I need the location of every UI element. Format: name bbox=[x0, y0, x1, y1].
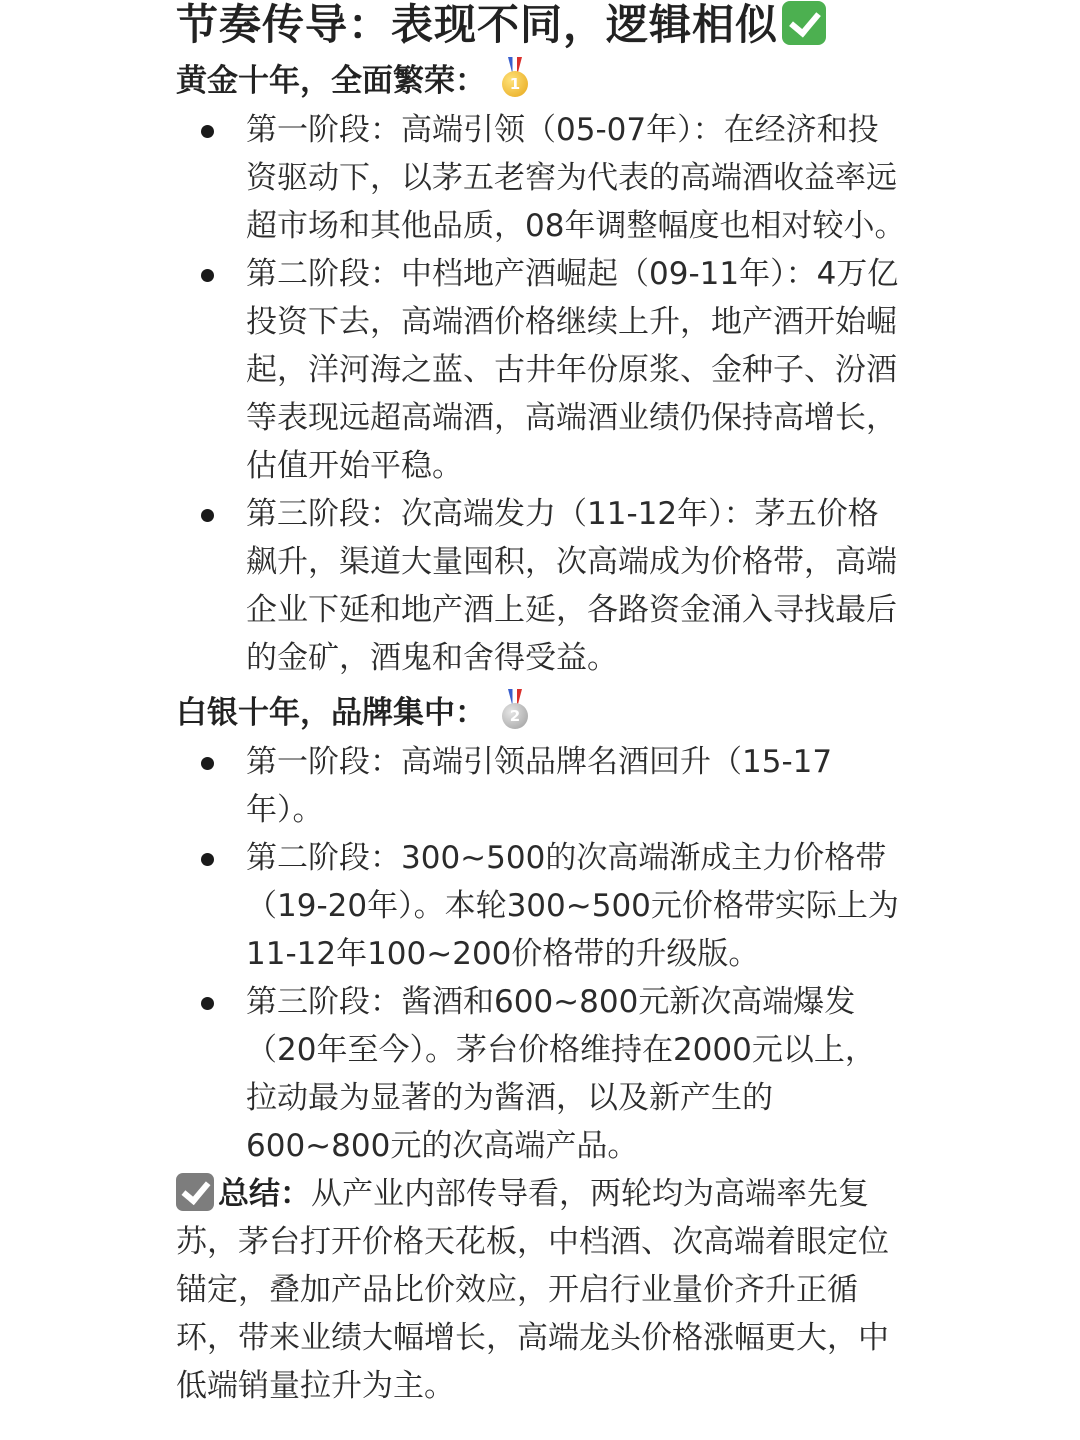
page-title bbox=[176, 0, 906, 50]
section-heading-silver-decade bbox=[176, 688, 906, 738]
bullet-icon bbox=[201, 269, 214, 282]
list-item-text: 第一阶段：高端引领（05-07年）：在经济和投资驱动下，以茅五老窖为代表的高端酒收益率远超市场和其他品质，08年调整幅度也相对较小。 bbox=[246, 112, 906, 244]
bullet-icon bbox=[201, 853, 214, 866]
list-item-text: 第二阶段：300~500的次高端渐成主力价格带（19-20年）。本轮300~500元价格带实际上为11-12年100~200价格带的升级版。 bbox=[246, 840, 899, 972]
bullet-icon bbox=[201, 509, 214, 522]
summary-label: 总结： bbox=[218, 1176, 311, 1212]
list-item-text: 第一阶段：高端引领品牌名酒回升（15-17年）。 bbox=[246, 744, 833, 828]
medal-number: 1 bbox=[502, 71, 528, 97]
list-item-text: 第二阶段：中档地产酒崛起（09-11年）：4万亿投资下去，高端酒价格继续上升，地产酒开始崛起，洋河海之蓝、古井年份原浆、金种子、汾酒等表现远超高端酒，高端酒业绩仍保持高增长，估值开始平稳。 bbox=[246, 256, 899, 484]
list-item bbox=[176, 738, 906, 834]
bullet-icon bbox=[201, 757, 214, 770]
check-box-icon bbox=[176, 1173, 214, 1211]
list-item-text: 第三阶段：酱酒和600~800元新次高端爆发（20年至今）。茅台价格维持在2000元以上，拉动最为显著的为酱酒，以及新产生的600~800元的次高端产品。 bbox=[246, 984, 876, 1164]
section-heading-text: 黄金十年，全面繁荣： bbox=[176, 63, 486, 99]
list-item bbox=[176, 834, 906, 978]
golden-decade-list bbox=[176, 106, 906, 682]
bullet-icon bbox=[201, 125, 214, 138]
medal-number: 2 bbox=[502, 703, 528, 729]
gold-medal-icon bbox=[500, 57, 530, 99]
silver-decade-list bbox=[176, 738, 906, 1170]
silver-medal-icon bbox=[500, 689, 530, 731]
list-item bbox=[176, 490, 906, 682]
page-title-text: 节奏传导：表现不同，逻辑相似 bbox=[176, 0, 779, 49]
summary-text: 从产业内部传导看，两轮均为高端率先复苏，茅台打开价格天花板，中档酒、次高端着眼定位锚定，叠加产品比价效应，开启行业量价齐升正循环，带来业绩大幅增长，高端龙头价格涨幅更大，中低端销量拉升为主。 bbox=[176, 1176, 889, 1404]
list-item bbox=[176, 106, 906, 250]
bullet-icon bbox=[201, 997, 214, 1010]
list-item bbox=[176, 250, 906, 490]
check-mark-button-icon bbox=[782, 1, 826, 45]
section-heading-golden-decade bbox=[176, 56, 906, 106]
list-item-text: 第三阶段：次高端发力（11-12年）：茅五价格飙升，渠道大量囤积，次高端成为价格带，高端企业下延和地产酒上延，各路资金涌入寻找最后的金矿，酒鬼和舍得受益。 bbox=[246, 496, 897, 676]
list-item bbox=[176, 978, 906, 1170]
section-heading-text: 白银十年，品牌集中： bbox=[176, 695, 486, 731]
document-page bbox=[176, 0, 906, 1410]
summary-paragraph bbox=[176, 1170, 906, 1410]
